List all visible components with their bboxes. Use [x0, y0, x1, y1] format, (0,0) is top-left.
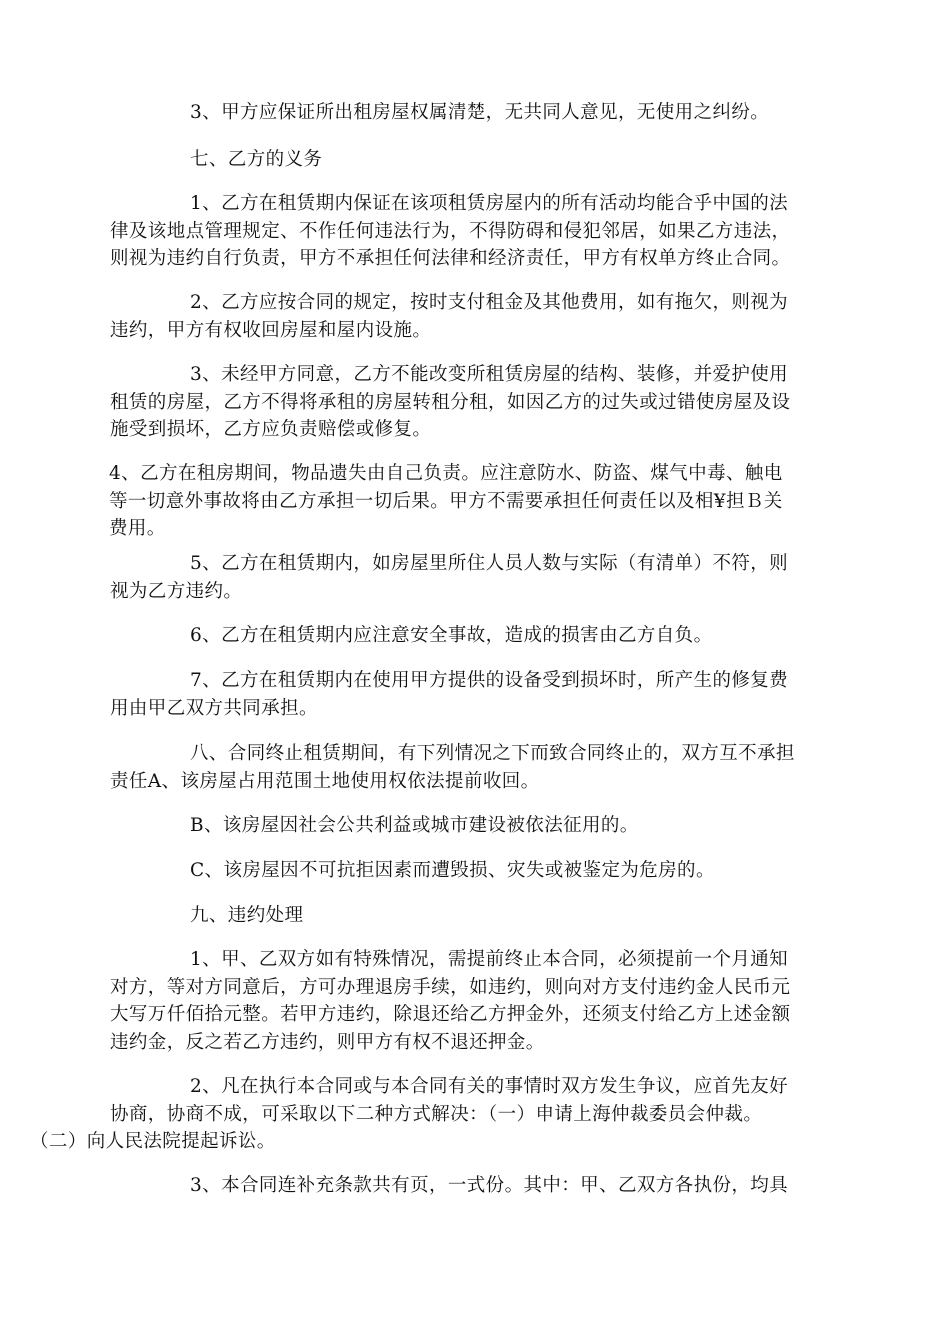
text-line: 责任A、该房屋占用范围土地使用权依法提前收回。 [110, 770, 540, 792]
text-line: 则视为违约自行负责，甲方不承担任何法律和经济责任，甲方有权单方终止合同。 [110, 248, 791, 269]
section-heading-8 [110, 740, 842, 795]
paragraph-termination-b [110, 812, 842, 840]
text-line: 2、乙方应按合同的规定，按时支付租金及其他费用，如有拖欠，则视为 [190, 292, 789, 313]
text-line: 施受到损坏，乙方应负责赔偿或修复。 [110, 419, 432, 440]
paragraph-lessee-duty-2 [110, 289, 842, 344]
text-line: 1、甲、乙双方如有特殊情况，需提前终止本合同，必须提前一个月通知 [190, 949, 789, 970]
paragraph-lessor-duty-3 [110, 99, 842, 127]
text-line: （二）向人民法院提起诉讼。 [30, 1131, 276, 1152]
text-line: 协商，协商不成，可采取以下二种方式解决：（一）申请上海仲裁委员会仲裁。 [110, 1103, 763, 1125]
text-line: C、该房屋因不可抗拒因素而遭毁损、灾失或被鉴定为危房的。 [190, 860, 715, 881]
text-line: 违约金，反之若乙方违约，则甲方有权不退还押金。 [110, 1031, 545, 1053]
text-line: 八、合同终止租赁期间，有下列情况之下而致合同终止的，双方互不承担 [190, 743, 795, 764]
text-line: 违约，甲方有权收回房屋和屋内设施。 [110, 319, 432, 341]
paragraph-lessee-duty-4 [109, 460, 849, 543]
text-line: 九、违约处理 [190, 905, 304, 926]
paragraph-termination-c [110, 857, 842, 885]
text-line: 律及该地点管理规定、不作任何违法行为，不得防碍和侵犯邻居，如果乙方违法， [110, 220, 791, 242]
text-line: 6、乙方在租赁期内应注意安全事故，造成的损害由乙方自负。 [190, 625, 713, 646]
text-line: 用由甲乙双方共同承担。 [110, 697, 318, 719]
text-line: 1、乙方在租赁期内保证在该项租赁房屋内的所有活动均能合乎中国的法 [190, 193, 789, 214]
text-line: 大写万仟佰拾元整。若甲方违约，除退还给乙方押金外，还须支付给乙方上述金额 [110, 1004, 791, 1025]
text-line: 5、乙方在租赁期内，如房屋里所住人员人数与实际（有清单）不符，则 [190, 553, 789, 574]
text-line: 费用。 [109, 518, 166, 539]
paragraph-lessee-duty-3 [110, 361, 842, 444]
text-line: 视为乙方违约。 [110, 580, 243, 602]
text-line: B、该房屋因社会公共利益或城市建设被依法征用的。 [190, 815, 639, 836]
text-line: 7、乙方在租赁期内在使用甲方提供的设备受到损坏时，所产生的修复费 [190, 670, 789, 691]
text-line: 2、凡在执行本合同或与本合同有关的事情时双方发生争议，应首先友好 [190, 1076, 789, 1097]
text-line: 等一切意外事故将由乙方承担一切后果。甲方不需要承担任何责任以及相¥担Ｂ关 [109, 490, 783, 512]
paragraph-lessee-duty-6 [110, 622, 842, 650]
paragraph-breach-3 [110, 1172, 842, 1200]
paragraph-lessee-duty-5 [110, 550, 842, 605]
text-line: 4、乙方在租房期间，物品遗失由自己负责。应注意防水、防盗、煤气中毒、触电 [109, 463, 783, 484]
text-line: 3、本合同连补充条款共有页，一式份。其中：甲、乙双方各执份，均具 [190, 1175, 789, 1196]
text-line: 对方，等对方同意后，方可办理退房手续，如违约，则向对方支付违约金人民币元 [110, 976, 791, 998]
paragraph-breach-2 [30, 1073, 842, 1156]
text-line: 3、甲方应保证所出租房屋权属清楚，无共同人意见，无使用之纠纷。 [190, 102, 770, 123]
paragraph-lessee-duty-1 [110, 190, 842, 273]
section-heading-9 [110, 902, 842, 930]
text-line: 3、未经甲方同意，乙方不能改变所租赁房屋的结构、装修，并爱护使用 [190, 364, 789, 385]
text-line: 租赁的房屋，乙方不得将承租的房屋转租分租，如因乙方的过失或过错使房屋及设 [110, 391, 791, 413]
paragraph-lessee-duty-7 [110, 667, 842, 722]
section-heading-7 [110, 146, 842, 174]
text-line: 七、乙方的义务 [190, 149, 323, 170]
paragraph-breach-1 [110, 946, 842, 1056]
